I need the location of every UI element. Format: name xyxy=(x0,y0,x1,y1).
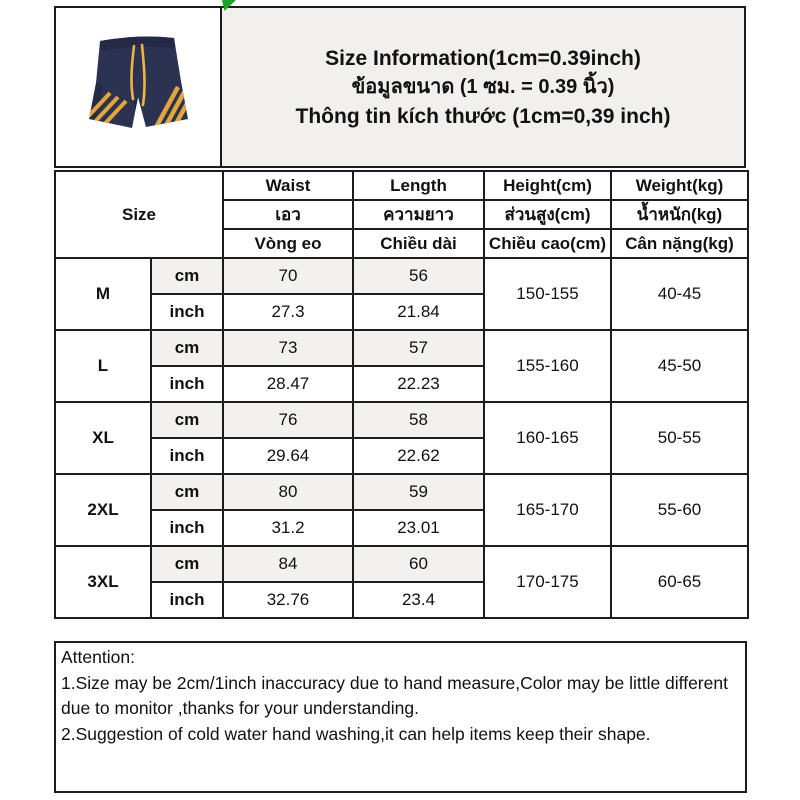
unit-label-cm: cm xyxy=(151,330,223,366)
col-header-waist-th: เอว xyxy=(223,200,353,229)
size-cell-2xl: 2XL xyxy=(55,474,151,546)
weight-range: 45-50 xyxy=(611,330,748,402)
length-cm-value: 58 xyxy=(353,402,484,438)
col-header-length: Length xyxy=(353,171,484,200)
size-cell-l: L xyxy=(55,330,151,402)
header-row-english xyxy=(55,171,748,200)
size-cell-xl: XL xyxy=(55,402,151,474)
col-header-length-th: ความยาว xyxy=(353,200,484,229)
waist-cm-value: 84 xyxy=(223,546,353,582)
unit-label-inch: inch xyxy=(151,366,223,402)
length-cm-value: 59 xyxy=(353,474,484,510)
attention-heading: Attention: xyxy=(61,647,135,667)
length-inch-value: 23.4 xyxy=(353,582,484,618)
table-row xyxy=(55,330,748,366)
unit-label-inch: inch xyxy=(151,582,223,618)
table-row xyxy=(55,546,748,582)
length-cm-value: 56 xyxy=(353,258,484,294)
attention-line-1: 1.Size may be 2cm/1inch inaccuracy due to hand measure,Color may be little different due to monitor ,thanks for your understanding. xyxy=(61,672,728,718)
product-image-box xyxy=(54,6,222,168)
height-range: 165-170 xyxy=(484,474,611,546)
waist-cm-value: 80 xyxy=(223,474,353,510)
col-header-weight-th: น้ำหนัก(kg) xyxy=(611,200,748,229)
waist-cm-value: 76 xyxy=(223,402,353,438)
weight-range: 40-45 xyxy=(611,258,748,330)
height-range: 170-175 xyxy=(484,546,611,618)
shorts-product-image xyxy=(62,13,214,161)
unit-label-inch: inch xyxy=(151,510,223,546)
unit-label-cm: cm xyxy=(151,474,223,510)
size-table xyxy=(54,170,749,619)
col-header-height-vi: Chiều cao(cm) xyxy=(484,229,611,258)
waist-inch-value: 28.47 xyxy=(223,366,353,402)
waist-inch-value: 31.2 xyxy=(223,510,353,546)
height-range: 150-155 xyxy=(484,258,611,330)
waist-inch-value: 29.64 xyxy=(223,438,353,474)
size-header-cell: Size xyxy=(55,171,223,258)
unit-label-cm: cm xyxy=(151,546,223,582)
attention-notes xyxy=(54,641,747,793)
size-info-header xyxy=(220,6,746,168)
title-thai: ข้อมูลขนาด (1 ซม. = 0.39 นิ้ว) xyxy=(351,75,615,98)
col-header-weight-vi: Cân nặng(kg) xyxy=(611,229,748,258)
length-inch-value: 21.84 xyxy=(353,294,484,330)
attention-line-2: 2.Suggestion of cold water hand washing,it can help items keep their shape. xyxy=(61,723,651,744)
col-header-height: Height(cm) xyxy=(484,171,611,200)
waist-cm-value: 73 xyxy=(223,330,353,366)
col-header-length-vi: Chiều dài xyxy=(353,229,484,258)
title-english: Size Information(1cm=0.39inch) xyxy=(325,46,641,70)
length-inch-value: 22.62 xyxy=(353,438,484,474)
table-row xyxy=(55,402,748,438)
col-header-weight: Weight(kg) xyxy=(611,171,748,200)
size-cell-m: M xyxy=(55,258,151,330)
length-cm-value: 57 xyxy=(353,330,484,366)
length-inch-value: 22.23 xyxy=(353,366,484,402)
col-header-waist-vi: Vòng eo xyxy=(223,229,353,258)
waist-inch-value: 27.3 xyxy=(223,294,353,330)
unit-label-cm: cm xyxy=(151,258,223,294)
col-header-waist: Waist xyxy=(223,171,353,200)
unit-label-inch: inch xyxy=(151,294,223,330)
size-cell-3xl: 3XL xyxy=(55,546,151,618)
length-cm-value: 60 xyxy=(353,546,484,582)
weight-range: 60-65 xyxy=(611,546,748,618)
table-row xyxy=(55,474,748,510)
waist-cm-value: 70 xyxy=(223,258,353,294)
col-header-height-th: ส่วนสูง(cm) xyxy=(484,200,611,229)
table-row xyxy=(55,258,748,294)
unit-label-cm: cm xyxy=(151,402,223,438)
unit-label-inch: inch xyxy=(151,438,223,474)
length-inch-value: 23.01 xyxy=(353,510,484,546)
waist-inch-value: 32.76 xyxy=(223,582,353,618)
height-range: 155-160 xyxy=(484,330,611,402)
height-range: 160-165 xyxy=(484,402,611,474)
weight-range: 55-60 xyxy=(611,474,748,546)
title-vietnamese: Thông tin kích thước (1cm=0,39 inch) xyxy=(295,104,671,128)
weight-range: 50-55 xyxy=(611,402,748,474)
